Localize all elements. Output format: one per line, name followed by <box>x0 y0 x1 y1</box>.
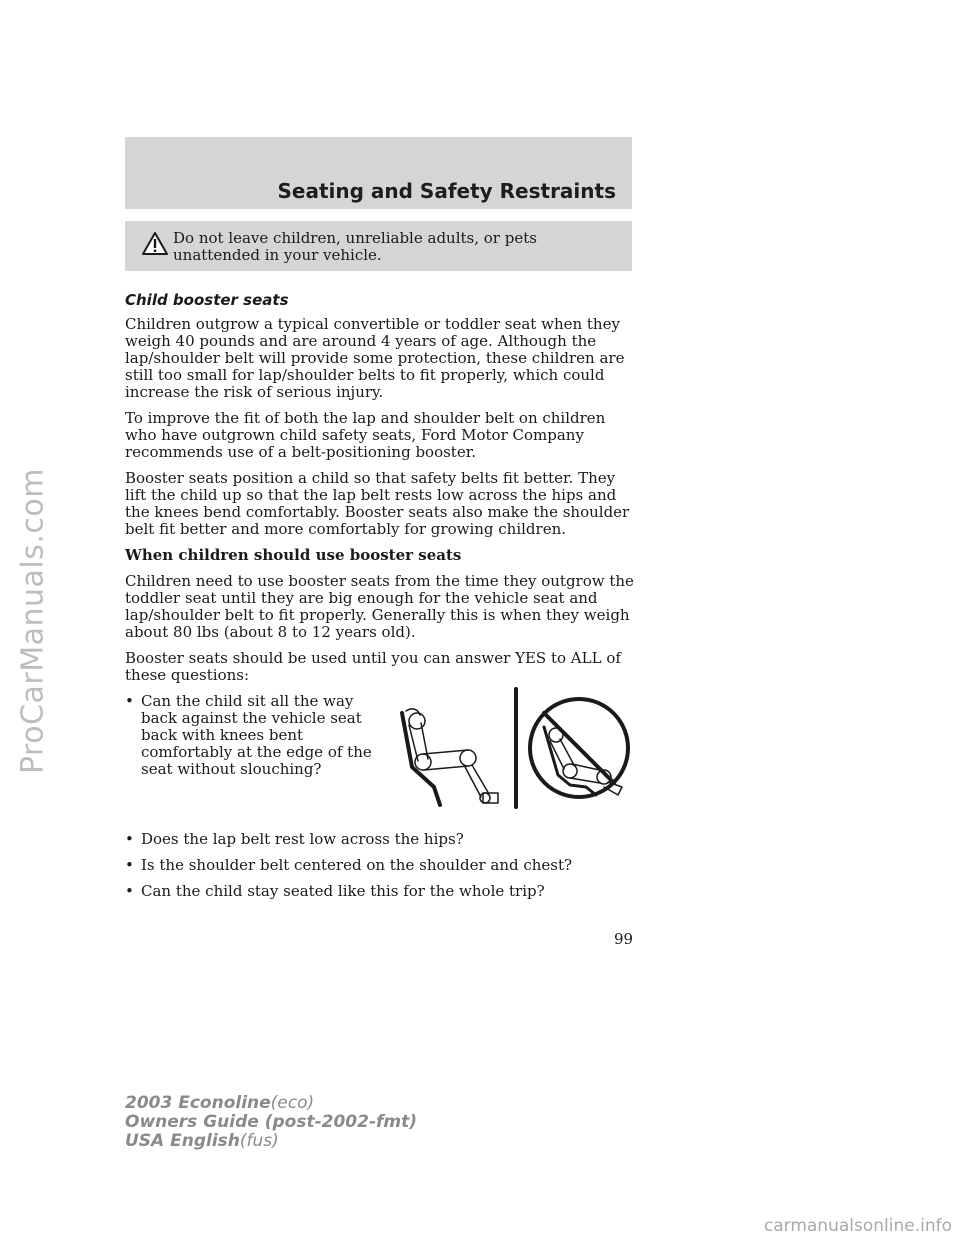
list-item <box>125 857 635 874</box>
warning-triangle-icon <box>142 231 168 257</box>
paragraph: Booster seats should be used until you can answer YES to ALL of these questions: <box>125 649 621 684</box>
footer-line: Owners Guide (post-2002-fmt) <box>125 1112 418 1132</box>
list-item-text: Is the shoulder belt centered on the shoulder and chest? <box>141 856 573 874</box>
list-item-text: Does the lap belt rest low across the hips? <box>141 830 464 848</box>
list-item <box>125 831 635 848</box>
paragraph: Booster seats position a child so that safety belts fit better. They lift the child up so that the lap belt rests low across the hips and the knees bend comfortably. Booster seats also make the shoulder belt fit better and more comfortably for growing children. <box>125 469 630 538</box>
page-section-title: Seating and Safety Restraints <box>277 179 616 203</box>
paragraph: Children need to use booster seats from the time they outgrow the toddler seat until they are big enough for the vehicle seat and lap/shoulder belt to fit properly. Generally this is when they weigh about 80 lbs (about 8 to 12 years old). <box>125 572 634 641</box>
sub-heading: When children should use booster seats <box>125 546 462 564</box>
bottom-watermark: carmanualsonline.info <box>763 1216 952 1236</box>
section-header-band <box>125 137 632 209</box>
bullet-dot: • <box>125 692 134 710</box>
list-item <box>125 883 635 900</box>
list-item <box>125 693 381 778</box>
page-number: 99 <box>614 930 634 948</box>
bullet-with-figure <box>125 693 635 831</box>
bullet-dot: • <box>125 830 134 848</box>
document-footer <box>125 1094 417 1151</box>
booster-seat-illustration <box>392 687 632 809</box>
paragraph: To improve the fit of both the lap and shoulder belt on children who have outgrown child safety seats, Ford Motor Company recommends use of a belt-positioning booster. <box>125 409 606 461</box>
warning-text: Do not leave children, unreliable adults, or pets unattended in your vehicle. <box>173 229 537 264</box>
section-heading: Child booster seats <box>125 291 289 309</box>
warning-box <box>125 221 632 271</box>
list-item-text: Can the child stay seated like this for the whole trip? <box>141 882 545 900</box>
footer-line: 2003 Econoline(eco) <box>125 1093 315 1113</box>
bullet-dot: • <box>125 882 134 900</box>
main-content <box>125 292 635 909</box>
side-watermark <box>8 0 58 1242</box>
bullet-dot: • <box>125 856 134 874</box>
paragraph: Children outgrow a typical convertible or toddler seat when they weigh 40 pounds and are around 4 years of age. Although the lap/shoulder belt will provide some protection, these children are still too small for lap/shoulder belts to fit properly, which could increase the risk of serious injury. <box>125 315 625 401</box>
list-item-text: Can the child sit all the way back against the vehicle seat back with knees bent comfortably at the edge of the seat without slouching? <box>141 692 372 778</box>
footer-line: USA English(fus) <box>125 1131 279 1151</box>
side-watermark-text: ProCarManuals.com <box>15 467 51 775</box>
